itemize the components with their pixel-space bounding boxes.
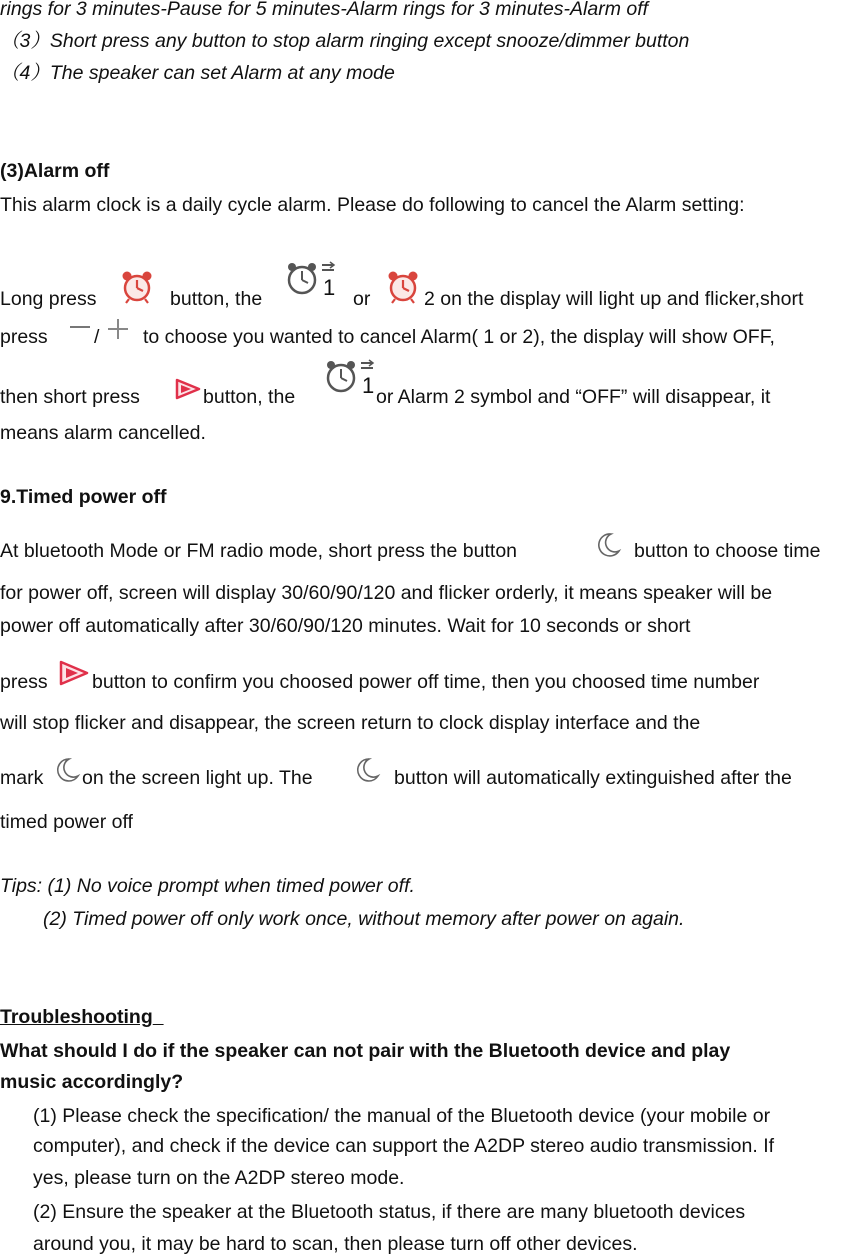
- timed-line7: timed power off: [0, 811, 133, 833]
- troubleshooting-question-2: music accordingly?: [0, 1071, 184, 1093]
- alarm-off-line1-d: 2 on the display will light up and flicker,short: [424, 288, 804, 310]
- alarm-off-intro: This alarm clock is a daily cycle alarm. Please do following to cancel the Alarm setting:: [0, 194, 745, 216]
- alarm-off-line2-sep: /: [94, 326, 100, 348]
- alarm-off-heading: (3)Alarm off: [0, 160, 110, 182]
- answer-2-line1: (2) Ensure the speaker at the Bluetooth status, if there are many bluetooth devices: [33, 1201, 746, 1223]
- alarm-off-line1-a: Long press: [0, 288, 97, 310]
- answer-2-line2: around you, it may be hard to scan, then please turn off other devices.: [33, 1233, 638, 1255]
- alarm-off-line2-a: press: [0, 326, 48, 348]
- timed-line1-a: At bluetooth Mode or FM radio mode, short press the button: [0, 540, 518, 562]
- alarm-off-line3-c: or Alarm 2 symbol and “OFF” will disappear, it: [376, 386, 771, 408]
- alarm-clock-icon: [118, 267, 156, 305]
- moon-sleep-icon: [352, 756, 382, 784]
- alarm-2-icon: [384, 267, 422, 305]
- alarm-note-3: （3）Short press any button to stop alarm ringing except snooze/dimmer button: [0, 30, 690, 52]
- alarm-sequence-text: rings for 3 minutes-Pause for 5 minutes-Alarm rings for 3 minutes-Alarm off: [0, 0, 649, 20]
- timed-line6-c: button will automatically extinguished after the: [394, 767, 792, 789]
- troubleshooting-heading: Troubleshooting: [0, 1006, 153, 1028]
- alarm-off-line4: means alarm cancelled.: [0, 422, 206, 444]
- alarm-display-digit: 1: [362, 373, 375, 398]
- alarm-off-line3-b: button, the: [203, 386, 296, 408]
- alarm-off-line1-c: or: [353, 288, 371, 310]
- tip-1: Tips: (1) No voice prompt when timed power off.: [0, 875, 415, 897]
- alarm-off-line2-b: to choose you wanted to cancel Alarm( 1 or 2), the display will show OFF,: [143, 326, 775, 348]
- timed-line5: will stop flicker and disappear, the screen return to clock display interface and the: [0, 712, 701, 734]
- timed-line6-b: on the screen light up. The: [82, 767, 313, 789]
- timed-line4-b: button to confirm you choosed power off time, then you choosed time number: [92, 671, 760, 693]
- alarm-off-line1-b: button, the: [170, 288, 263, 310]
- answer-1-line1: (1) Please check the specification/ the manual of the Bluetooth device (your mobile or: [33, 1105, 771, 1127]
- plus-icon: [105, 316, 131, 342]
- troubleshooting-question: What should I do if the speaker can not pair with the Bluetooth device and play: [0, 1040, 731, 1062]
- timed-line4-a: press: [0, 671, 48, 693]
- answer-1-line2: computer), and check if the device can support the A2DP stereo audio transmission. If: [33, 1135, 775, 1157]
- timed-line3: power off automatically after 30/60/90/120 minutes. Wait for 10 seconds or short: [0, 615, 691, 637]
- timed-line1-b: button to choose time: [634, 540, 821, 562]
- alarm-1-digit: 1: [323, 275, 336, 300]
- moon-mark-icon: [52, 756, 82, 784]
- moon-sleep-icon: [594, 531, 622, 559]
- play-confirm-icon: [174, 377, 202, 401]
- play-confirm-icon: [58, 659, 90, 687]
- answer-1-line3: yes, please turn on the A2DP stereo mode.: [33, 1167, 405, 1189]
- timed-line2: for power off, screen will display 30/60/90/120 and flicker orderly, it means speaker will be: [0, 582, 773, 604]
- timed-power-off-heading: 9.Timed power off: [0, 486, 167, 508]
- alarm-note-4: （4）The speaker can set Alarm at any mode: [0, 62, 395, 84]
- tip-2: (2) Timed power off only work once, without memory after power on again.: [43, 908, 685, 930]
- alarm-off-line3-a: then short press: [0, 386, 140, 408]
- timed-line6-a: mark: [0, 767, 44, 789]
- minus-icon: [68, 322, 92, 332]
